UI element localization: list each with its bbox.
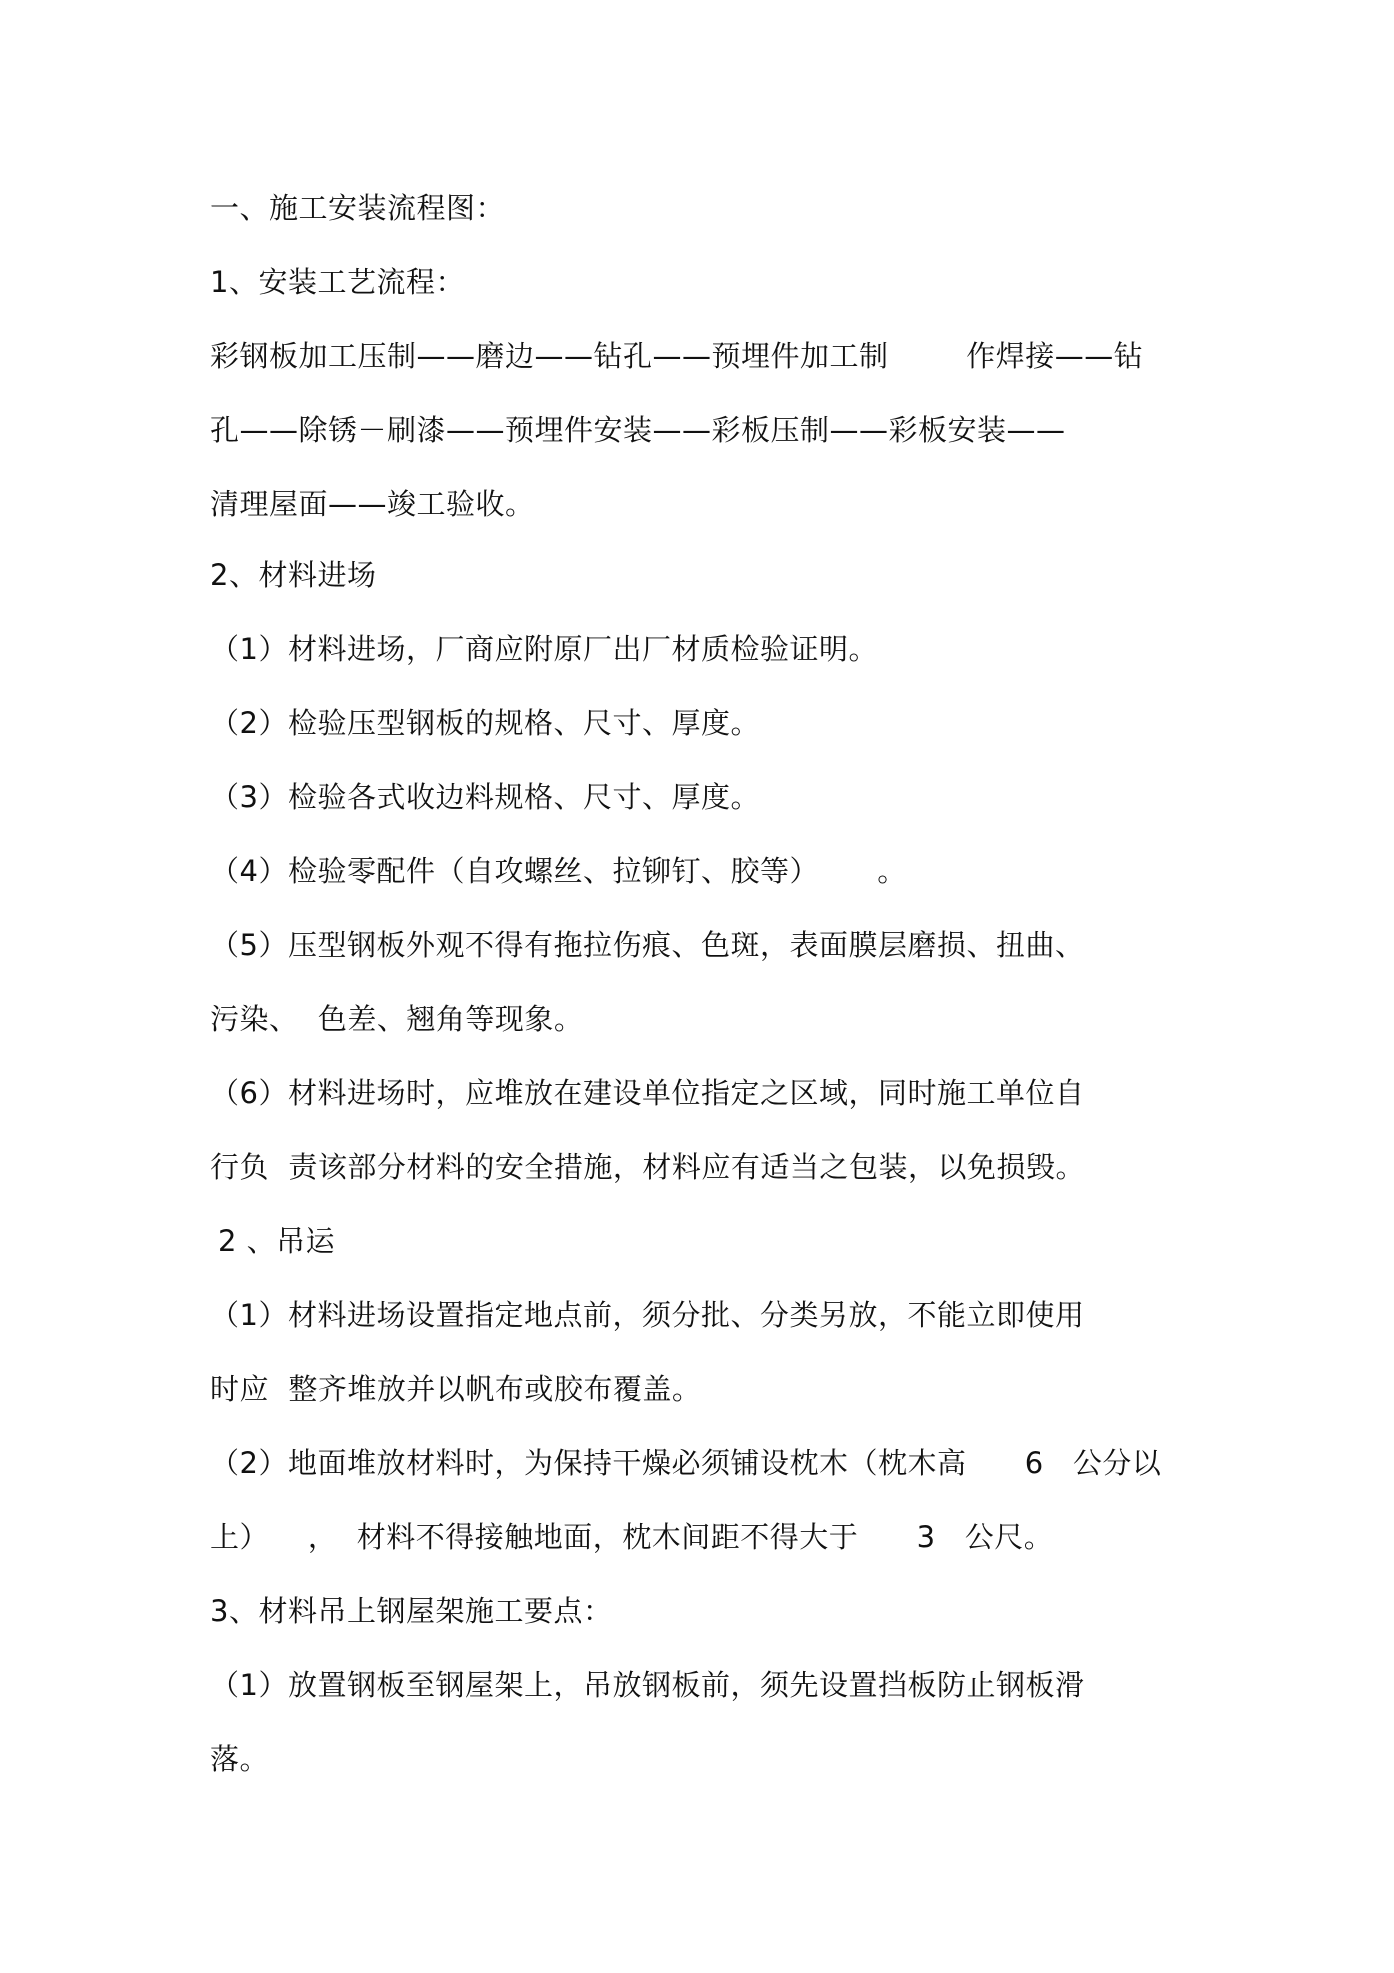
subsection-heading: 2、材料进场	[210, 558, 377, 592]
paragraph-line: 清理屋面——竣工验收。	[210, 487, 535, 521]
list-item: （3）检验各式收边料规格、尺寸、厚度。	[210, 780, 760, 814]
subsection-heading: 3、材料吊上钢屋架施工要点：	[210, 1594, 613, 1628]
list-item: （4）检验零配件（自攻螺丝、拉铆钉、胶等） 。	[210, 854, 907, 888]
section-heading: 一、施工安装流程图：	[210, 191, 506, 225]
list-item-continuation: 时应 整齐堆放并以帆布或胶布覆盖。	[210, 1372, 702, 1406]
list-item: （6）材料进场时，应堆放在建设单位指定之区域，同时施工单位自	[210, 1076, 1085, 1110]
list-item: （2）检验压型钢板的规格、尺寸、厚度。	[210, 706, 760, 740]
list-item-continuation: 行负 责该部分材料的安全措施，材料应有适当之包装，以免损毁。	[210, 1150, 1085, 1184]
list-item: （1）材料进场，厂商应附原厂出厂材质检验证明。	[210, 632, 878, 666]
list-item: （5）压型钢板外观不得有拖拉伤痕、色斑，表面膜层磨损、扭曲、	[210, 928, 1085, 962]
subsection-heading: 2 、吊运	[218, 1224, 336, 1258]
list-item-continuation: 上） ， 材料不得接触地面，枕木间距不得大于 3 公尺。	[210, 1520, 1054, 1554]
list-item: （2）地面堆放材料时，为保持干燥必须铺设枕木（枕木高 6 公分以	[210, 1446, 1162, 1480]
list-item: （1）材料进场设置指定地点前，须分批、分类另放，不能立即使用	[210, 1298, 1085, 1332]
subsection-heading: 1、安装工艺流程：	[210, 265, 465, 299]
list-item: （1）放置钢板至钢屋架上，吊放钢板前，须先设置挡板防止钢板滑	[210, 1668, 1085, 1702]
list-item-continuation: 落。	[210, 1742, 270, 1776]
paragraph-line: 孔——除锈－刷漆——预埋件安装——彩板压制——彩板安装——	[210, 413, 1066, 447]
paragraph-line: 彩钢板加工压制——磨边——钻孔——预埋件加工制 作焊接——钻	[210, 339, 1144, 373]
list-item-continuation: 污染、 色差、翘角等现象。	[210, 1002, 584, 1036]
